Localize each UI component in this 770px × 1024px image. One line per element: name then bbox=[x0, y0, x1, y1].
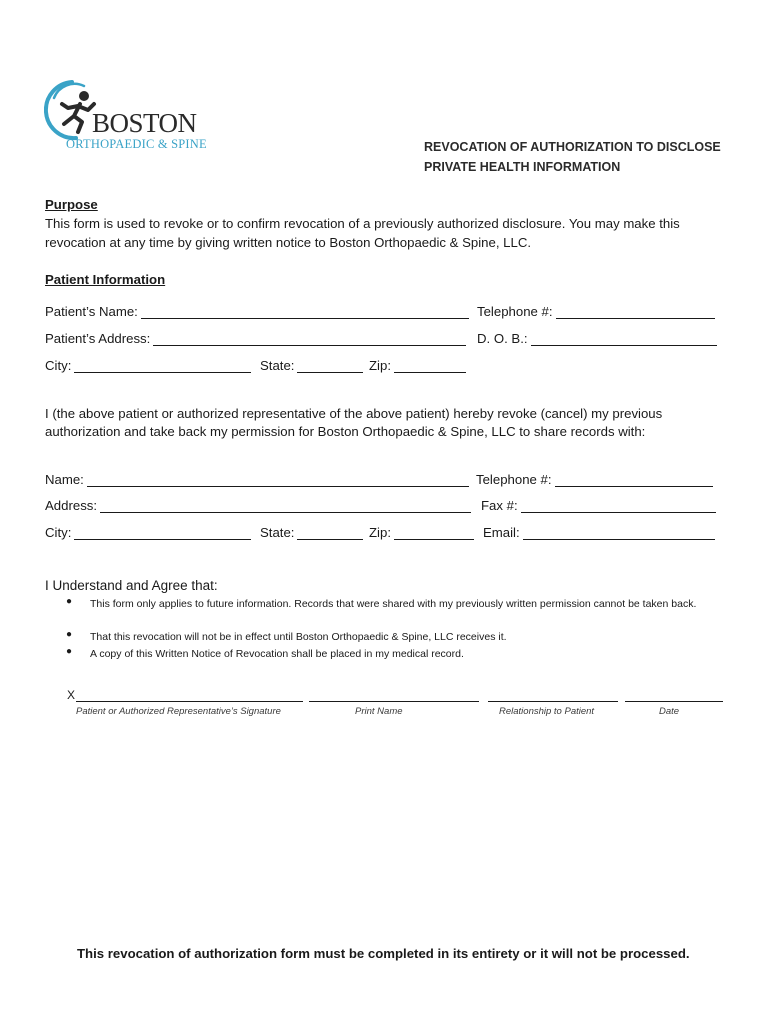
patient-state-field[interactable] bbox=[260, 358, 363, 373]
patient-state-label: State: bbox=[260, 358, 295, 373]
revocation-statement-line-2: authorization and take back my permission for Boston Orthopaedic & Spine, LLC to share records with: bbox=[45, 424, 646, 439]
patient-name-field[interactable] bbox=[45, 304, 469, 319]
agreement-heading: I Understand and Agree that: bbox=[45, 578, 218, 593]
patient-address-field[interactable] bbox=[45, 331, 466, 346]
patient-telephone-input[interactable] bbox=[556, 305, 715, 319]
signature-input[interactable] bbox=[76, 688, 303, 702]
patient-state-input[interactable] bbox=[297, 359, 363, 373]
patient-dob-label: D. O. B.: bbox=[477, 331, 528, 346]
relationship-input[interactable] bbox=[488, 688, 618, 702]
signature-label: Patient or Authorized Representative’s Signature bbox=[76, 706, 281, 717]
patient-name-input[interactable] bbox=[141, 305, 469, 319]
patient-address-label: Patient’s Address: bbox=[45, 331, 151, 346]
patient-dob-input[interactable] bbox=[531, 332, 717, 346]
patient-telephone-label: Telephone #: bbox=[477, 304, 553, 319]
recipient-zip-input[interactable] bbox=[394, 526, 474, 540]
recipient-name-field[interactable] bbox=[45, 472, 469, 487]
logo-wordmark: BOSTON bbox=[92, 108, 197, 138]
recipient-fax-input[interactable] bbox=[521, 499, 716, 513]
recipient-city-label: City: bbox=[45, 525, 72, 540]
purpose-heading: Purpose bbox=[45, 197, 98, 212]
agreement-bullet-text: A copy of this Written Notice of Revocation shall be placed in my medical record. bbox=[90, 648, 464, 660]
relationship-label: Relationship to Patient bbox=[499, 706, 595, 717]
patient-dob-field[interactable] bbox=[477, 331, 717, 346]
patient-city-label: City: bbox=[45, 358, 72, 373]
recipient-city-input[interactable] bbox=[74, 526, 251, 540]
recipient-zip-label: Zip: bbox=[369, 525, 391, 540]
patient-telephone-field[interactable] bbox=[477, 304, 715, 319]
purpose-text-line-1: This form is used to revoke or to confirm revocation of a previously authorized disclosure. You may make this bbox=[45, 216, 680, 231]
bullet-icon: ● bbox=[66, 629, 73, 640]
date-input[interactable] bbox=[625, 688, 723, 702]
completion-notice: This revocation of authorization form must be completed in its entirety or it will not be processed. bbox=[77, 946, 690, 961]
recipient-address-field[interactable] bbox=[45, 498, 471, 513]
patient-name-label: Patient’s Name: bbox=[45, 304, 138, 319]
bullet-icon: ● bbox=[66, 596, 73, 607]
recipient-telephone-field[interactable] bbox=[476, 472, 713, 487]
recipient-email-field[interactable] bbox=[483, 525, 715, 540]
agreement-bullet-text: This form only applies to future information. Records that were shared with my previously written permission cannot be taken back. bbox=[90, 598, 697, 610]
patient-address-input[interactable] bbox=[153, 332, 466, 346]
agreement-bullet-text: That this revocation will not be in effect until Boston Orthopaedic & Spine, LLC receives it. bbox=[90, 631, 507, 643]
recipient-name-label: Name: bbox=[45, 472, 84, 487]
patient-info-heading: Patient Information bbox=[45, 272, 166, 287]
recipient-email-input[interactable] bbox=[523, 526, 715, 540]
signature-x-mark: X bbox=[67, 688, 76, 702]
bullet-icon: ● bbox=[66, 646, 73, 657]
purpose-text-line-2: revocation at any time by giving written notice to Boston Orthopaedic & Spine, LLC. bbox=[45, 235, 532, 250]
patient-zip-input[interactable] bbox=[394, 359, 466, 373]
patient-zip-field[interactable] bbox=[369, 358, 466, 373]
recipient-state-input[interactable] bbox=[297, 526, 363, 540]
recipient-state-label: State: bbox=[260, 525, 295, 540]
recipient-address-input[interactable] bbox=[100, 499, 471, 513]
recipient-name-input[interactable] bbox=[87, 473, 469, 487]
form-title-line-2: PRIVATE HEALTH INFORMATION bbox=[424, 160, 621, 174]
recipient-zip-field[interactable] bbox=[369, 525, 474, 540]
form-title-line-1: REVOCATION OF AUTHORIZATION TO DISCLOSE bbox=[424, 140, 721, 154]
logo-subtitle: ORTHOPAEDIC & SPINE bbox=[66, 137, 207, 151]
recipient-address-label: Address: bbox=[45, 498, 98, 513]
recipient-fax-field[interactable] bbox=[481, 498, 716, 513]
recipient-city-field[interactable] bbox=[45, 525, 251, 540]
revocation-statement-line-1: I (the above patient or authorized representative of the above patient) hereby revoke (cancel) my previous bbox=[45, 406, 663, 421]
patient-city-field[interactable] bbox=[45, 358, 251, 373]
recipient-fax-label: Fax #: bbox=[481, 498, 518, 513]
patient-city-input[interactable] bbox=[74, 359, 251, 373]
recipient-telephone-input[interactable] bbox=[555, 473, 713, 487]
recipient-telephone-label: Telephone #: bbox=[476, 472, 552, 487]
recipient-state-field[interactable] bbox=[260, 525, 363, 540]
print-name-label: Print Name bbox=[355, 706, 403, 717]
date-label: Date bbox=[659, 706, 680, 717]
patient-zip-label: Zip: bbox=[369, 358, 391, 373]
recipient-email-label: Email: bbox=[483, 525, 520, 540]
print-name-input[interactable] bbox=[309, 688, 479, 702]
